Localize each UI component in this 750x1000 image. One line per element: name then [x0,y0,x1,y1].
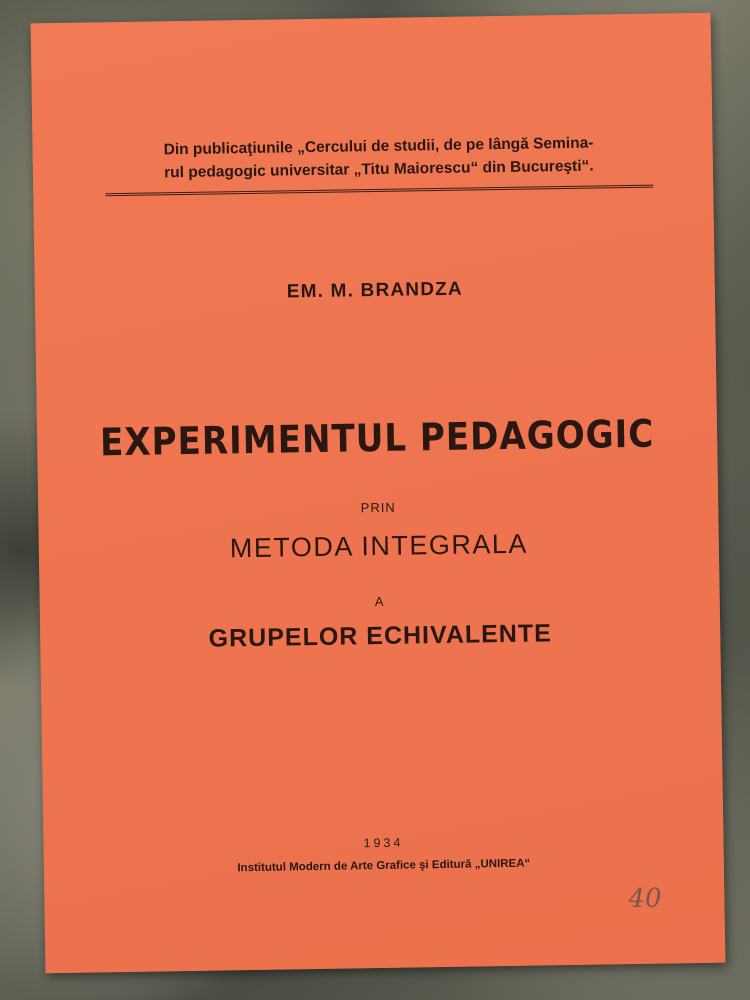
double-rule-divider [105,185,653,197]
connector-a: A [374,593,385,610]
connector-prin: PRIN [360,499,396,516]
publisher-line: Institutul Modern de Arte Grafice şi Editură „UNIREA“ [237,857,531,875]
series-line-2: rul pedagogic universitar „Titu Maiorescu“ din Bucureşti“. [164,157,594,182]
series-note [102,131,655,186]
series-line-1: Din publicaţiunile „Cercului de studii, de pe lângă Semina- [163,134,594,159]
subtitle-line-2: GRUPELOR ECHIVALENTE [208,619,553,653]
publication-year: 1934 [363,835,404,851]
book-cover [31,13,726,974]
author-name: EM. M. BRANDZA [286,278,464,303]
subtitle-line-1: METODA INTEGRALA [229,528,529,564]
pencil-price-note: 40 [628,883,662,915]
book-title: EXPERIMENTUL PEDAGOGIC [99,411,655,465]
